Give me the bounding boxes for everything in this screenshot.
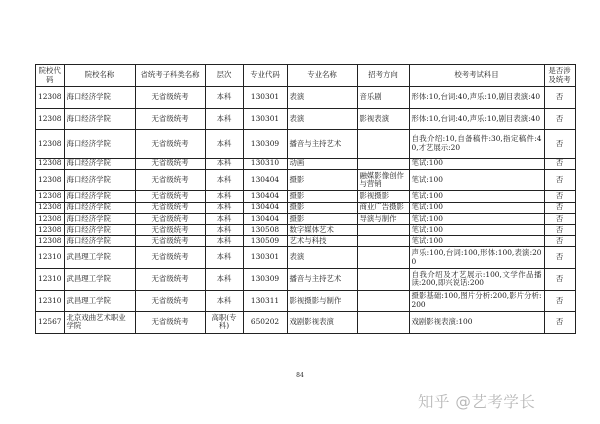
cell-school-name: 北京戏曲艺术职业学院: [64, 312, 135, 334]
cell-subcategory: 无省级统考: [135, 290, 205, 312]
admissions-table: [35, 64, 576, 334]
table-row: [36, 225, 576, 236]
cell-school-name: 海口经济学院: [64, 225, 135, 236]
cell-major-code: 130301: [243, 247, 287, 269]
cell-level: 本科: [205, 269, 243, 291]
cell-exam-subjects: 笔试:100: [409, 225, 544, 236]
cell-school-name: 海口经济学院: [64, 87, 135, 109]
cell-school-code: 12308: [36, 202, 65, 213]
cell-school-name: 武昌理工学院: [64, 290, 135, 312]
cell-unified-exam: 否: [544, 269, 575, 291]
cell-major-code: 130404: [243, 202, 287, 213]
cell-major-name: 表演: [287, 108, 357, 130]
cell-school-name: 海口经济学院: [64, 169, 135, 191]
cell-subcategory: 无省级统考: [135, 87, 205, 109]
cell-exam-subjects: 自我介绍:10,自备稿件:30,指定稿件:40,才艺展示:20: [409, 130, 544, 159]
cell-school-name: 海口经济学院: [64, 158, 135, 169]
cell-school-code: 12308: [36, 213, 65, 224]
cell-level: 本科: [205, 213, 243, 224]
col-header-exam-subjects: 校考考试科目: [409, 65, 544, 87]
cell-exam-subjects: 笔试:100: [409, 202, 544, 213]
table-row: [36, 247, 576, 269]
cell-direction: 商业广告摄影: [357, 202, 409, 213]
cell-direction: [357, 225, 409, 236]
cell-subcategory: 无省级统考: [135, 236, 205, 247]
cell-exam-subjects: 笔试:100: [409, 191, 544, 202]
cell-school-name: 海口经济学院: [64, 213, 135, 224]
cell-major-name: 表演: [287, 247, 357, 269]
cell-exam-subjects: 笔试:100: [409, 213, 544, 224]
cell-major-name: 播音与主持艺术: [287, 269, 357, 291]
cell-major-name: 动画: [287, 158, 357, 169]
cell-major-name: 摄影: [287, 202, 357, 213]
cell-school-name: 海口经济学院: [64, 191, 135, 202]
table-row: [36, 312, 576, 334]
cell-unified-exam: 否: [544, 169, 575, 191]
cell-level: 本科: [205, 247, 243, 269]
cell-subcategory: 无省级统考: [135, 169, 205, 191]
cell-subcategory: 无省级统考: [135, 158, 205, 169]
cell-school-code: 12567: [36, 312, 65, 334]
cell-school-code: 12308: [36, 169, 65, 191]
cell-school-code: 12308: [36, 158, 65, 169]
cell-direction: [357, 269, 409, 291]
cell-unified-exam: 否: [544, 87, 575, 109]
cell-unified-exam: 否: [544, 191, 575, 202]
cell-exam-subjects: 形体:10,台词:40,声乐:10,剧目表演:40: [409, 108, 544, 130]
col-header-school-name: 院校名称: [64, 65, 135, 87]
table-row: [36, 269, 576, 291]
cell-level: 本科: [205, 130, 243, 159]
cell-school-code: 12310: [36, 290, 65, 312]
cell-level: 本科: [205, 290, 243, 312]
cell-major-code: 130309: [243, 269, 287, 291]
cell-exam-subjects: 自我介绍及才艺展示:100,文学作品播读:200,即兴说话:200: [409, 269, 544, 291]
cell-level: 本科: [205, 87, 243, 109]
cell-unified-exam: 否: [544, 247, 575, 269]
cell-major-name: 影视摄影与制作: [287, 290, 357, 312]
cell-direction: 音乐剧: [357, 87, 409, 109]
cell-major-code: 130301: [243, 108, 287, 130]
table-row: [36, 169, 576, 191]
cell-subcategory: 无省级统考: [135, 312, 205, 334]
cell-exam-subjects: 声乐:100,台词:100,形体:100,表演:200: [409, 247, 544, 269]
cell-level: 本科: [205, 225, 243, 236]
cell-level: 本科: [205, 191, 243, 202]
table-row: [36, 87, 576, 109]
cell-school-name: 武昌理工学院: [64, 269, 135, 291]
cell-major-code: 130508: [243, 225, 287, 236]
cell-unified-exam: 否: [544, 108, 575, 130]
cell-school-name: 武昌理工学院: [64, 247, 135, 269]
cell-direction: [357, 236, 409, 247]
cell-subcategory: 无省级统考: [135, 108, 205, 130]
table-row: [36, 290, 576, 312]
cell-level: 本科: [205, 169, 243, 191]
table-row: [36, 202, 576, 213]
cell-major-name: 播音与主持艺术: [287, 130, 357, 159]
cell-subcategory: 无省级统考: [135, 213, 205, 224]
cell-unified-exam: 否: [544, 130, 575, 159]
cell-exam-subjects: 笔试:100: [409, 158, 544, 169]
cell-school-name: 海口经济学院: [64, 130, 135, 159]
cell-school-code: 12308: [36, 108, 65, 130]
col-header-school-code: 院校代码: [36, 65, 65, 87]
cell-school-code: 12308: [36, 236, 65, 247]
cell-school-code: 12308: [36, 130, 65, 159]
cell-level: 本科: [205, 202, 243, 213]
cell-school-code: 12308: [36, 225, 65, 236]
cell-direction: 导演与制作: [357, 213, 409, 224]
cell-major-code: 130404: [243, 213, 287, 224]
cell-major-code: 130404: [243, 169, 287, 191]
cell-exam-subjects: 形体:10,台词:40,声乐:10,剧目表演:40: [409, 87, 544, 109]
cell-direction: 影视摄影: [357, 191, 409, 202]
cell-unified-exam: 否: [544, 158, 575, 169]
cell-major-code: 130301: [243, 87, 287, 109]
cell-unified-exam: 否: [544, 312, 575, 334]
cell-school-code: 12308: [36, 87, 65, 109]
cell-major-code: 650202: [243, 312, 287, 334]
cell-exam-subjects: 戏剧影视表演:100: [409, 312, 544, 334]
cell-exam-subjects: 摄影基础:100,图片分析:200,影片分析:200: [409, 290, 544, 312]
cell-major-code: 130309: [243, 130, 287, 159]
cell-direction: 影视表演: [357, 108, 409, 130]
table-header-row: [36, 65, 576, 87]
cell-school-name: 海口经济学院: [64, 202, 135, 213]
table-row: [36, 130, 576, 159]
table-row: [36, 108, 576, 130]
cell-direction: 融媒影像创作与营销: [357, 169, 409, 191]
cell-major-name: 戏剧影视表演: [287, 312, 357, 334]
cell-level: 本科: [205, 158, 243, 169]
cell-exam-subjects: 笔试:100: [409, 236, 544, 247]
table-row: [36, 236, 576, 247]
cell-major-name: 摄影: [287, 169, 357, 191]
col-header-level: 层次: [205, 65, 243, 87]
cell-major-name: 艺术与科技: [287, 236, 357, 247]
col-header-unified-exam: 是否涉及统考: [544, 65, 575, 87]
cell-subcategory: 无省级统考: [135, 269, 205, 291]
cell-major-code: 130509: [243, 236, 287, 247]
cell-direction: [357, 312, 409, 334]
cell-direction: [357, 247, 409, 269]
cell-major-name: 表演: [287, 87, 357, 109]
cell-unified-exam: 否: [544, 236, 575, 247]
cell-direction: [357, 290, 409, 312]
cell-direction: [357, 130, 409, 159]
cell-exam-subjects: 笔试:100: [409, 169, 544, 191]
cell-school-name: 海口经济学院: [64, 108, 135, 130]
cell-subcategory: 无省级统考: [135, 225, 205, 236]
page-number: 84: [296, 372, 304, 379]
table-row: [36, 191, 576, 202]
cell-subcategory: 无省级统考: [135, 247, 205, 269]
cell-major-name: 摄影: [287, 213, 357, 224]
cell-level: 高职(专科): [205, 312, 243, 334]
table-row: [36, 158, 576, 169]
cell-school-name: 海口经济学院: [64, 236, 135, 247]
cell-unified-exam: 否: [544, 202, 575, 213]
table-row: [36, 213, 576, 224]
cell-school-code: 12310: [36, 269, 65, 291]
cell-school-code: 12308: [36, 191, 65, 202]
cell-unified-exam: 否: [544, 213, 575, 224]
cell-major-code: 130310: [243, 158, 287, 169]
cell-school-code: 12310: [36, 247, 65, 269]
cell-unified-exam: 否: [544, 290, 575, 312]
cell-subcategory: 无省级统考: [135, 130, 205, 159]
col-header-direction: 招考方向: [357, 65, 409, 87]
cell-level: 本科: [205, 236, 243, 247]
col-header-subcategory: 省统考子科类名称: [135, 65, 205, 87]
cell-direction: [357, 158, 409, 169]
cell-major-name: 摄影: [287, 191, 357, 202]
col-header-major-name: 专业名称: [287, 65, 357, 87]
cell-major-code: 130404: [243, 191, 287, 202]
watermark: 知乎 @艺考学长: [418, 393, 536, 411]
cell-unified-exam: 否: [544, 225, 575, 236]
cell-subcategory: 无省级统考: [135, 191, 205, 202]
cell-major-name: 数字媒体艺术: [287, 225, 357, 236]
col-header-major-code: 专业代码: [243, 65, 287, 87]
cell-level: 本科: [205, 108, 243, 130]
cell-subcategory: 无省级统考: [135, 202, 205, 213]
cell-major-code: 130311: [243, 290, 287, 312]
